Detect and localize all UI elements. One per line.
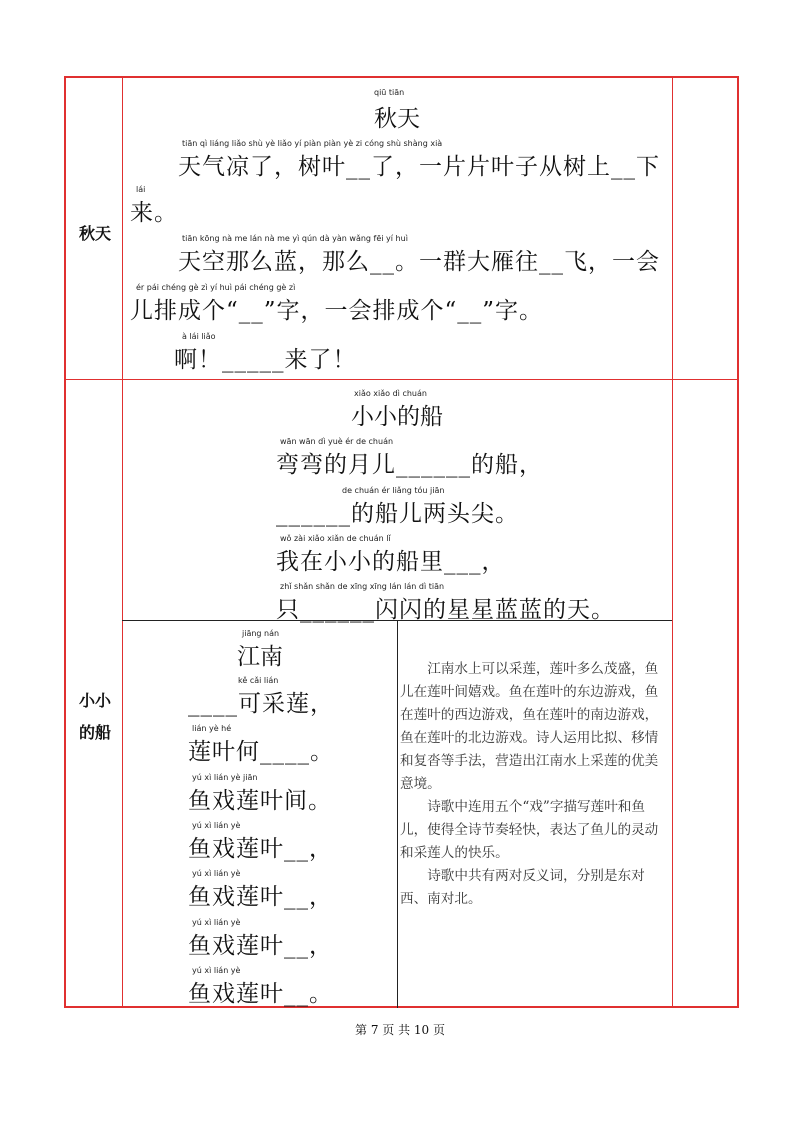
autumn-title: 秋天 xyxy=(374,106,420,132)
autumn-pinyin-4: ér pái chéng gè zì yí huì pái chéng gè zì xyxy=(136,283,296,292)
worksheet-table xyxy=(64,76,739,1008)
autumn-line-4: 儿排成个“__”字，一会排成个“__”字。 xyxy=(130,298,544,324)
jiangnan-title-pinyin: jiāng nán xyxy=(242,629,280,638)
autumn-pinyin-3: tiān kōng nà me lán nà me yì qún dà yàn wǎng fēi yí huì xyxy=(182,234,408,243)
autumn-line-5: 啊！_____来了！ xyxy=(174,347,357,373)
jiangnan-pinyin-6: yú xì lián yè xyxy=(192,918,241,927)
note-paragraph-2: 诗歌中连用五个“戏”字描写莲叶和鱼儿，使得全诗节奏轻快，表达了鱼儿的灵动和采莲人的快乐。 xyxy=(400,799,659,861)
table-border-bottom xyxy=(64,1006,739,1008)
poem-notes xyxy=(400,658,662,911)
lesson-label-boat-line1: 小小 xyxy=(78,691,111,710)
jiangnan-pinyin-4: yú xì lián yè xyxy=(192,821,241,830)
jiangnan-line-7: 鱼戏莲叶__。 xyxy=(188,981,333,1007)
margin-column-divider xyxy=(672,76,673,1008)
boat-line-3: 我在小小的船里___， xyxy=(276,549,506,575)
boat-title-pinyin: xiǎo xiǎo dì chuán xyxy=(354,389,427,398)
note-paragraph-1: 江南水上可以采莲，莲叶多么茂盛，鱼儿在莲叶间嬉戏。鱼在莲叶的东边游戏，鱼在莲叶的西边游戏，鱼在莲叶的南边游戏，鱼在莲叶的北边游戏。诗人运用比拟、移情和复沓等手法，营造出江南水上采莲的优美意境。 xyxy=(400,661,659,792)
boat-line-4: 只______闪闪的星星蓝蓝的天。 xyxy=(276,597,615,623)
jiangnan-pinyin-2: lián yè hé xyxy=(192,724,232,733)
note-paragraph-3: 诗歌中共有两对反义词，分别是东对西、南对北。 xyxy=(400,868,645,907)
autumn-pinyin-5: à lái liǎo xyxy=(182,332,216,341)
autumn-line-2: 来。 xyxy=(130,200,178,226)
autumn-line-3: 天空那么蓝，那么__。一群大雁往__飞，一会 xyxy=(178,249,660,275)
jiangnan-pinyin-5: yú xì lián yè xyxy=(192,869,241,878)
table-border-right xyxy=(737,76,739,1008)
boat-line-1: 弯弯的月儿______的船， xyxy=(276,452,543,478)
jiangnan-pinyin-3: yú xì lián yè jiān xyxy=(192,773,258,782)
jiangnan-line-1: ____可采莲， xyxy=(188,691,334,717)
lesson-label-boat-line2: 的船 xyxy=(78,723,111,742)
jiangnan-line-6: 鱼戏莲叶__， xyxy=(188,933,333,959)
jiangnan-line-5: 鱼戏莲叶__， xyxy=(188,884,333,910)
jiangnan-line-2: 莲叶何____。 xyxy=(188,739,334,765)
jiangnan-pinyin-1: kě cǎi lián xyxy=(238,676,279,685)
boat-pinyin-3: wǒ zài xiǎo xiǎn de chuán lǐ xyxy=(280,534,391,543)
table-border-left xyxy=(64,76,66,1008)
row-divider xyxy=(64,379,739,380)
jiangnan-title: 江南 xyxy=(237,644,283,670)
poem-notes-divider xyxy=(397,620,398,1008)
autumn-pinyin-1: tiān qì liáng liǎo shù yè liǎo yí piàn piàn yè zi cóng shù shàng xià xyxy=(182,139,443,148)
boat-pinyin-4: zhǐ shǎn shǎn de xīng xīng lán lán dì tiān xyxy=(280,582,445,591)
lesson-label-autumn: 秋天 xyxy=(78,224,111,243)
autumn-title-pinyin: qiū tiān xyxy=(374,88,405,97)
autumn-line-1: 天气凉了，树叶__了，一片片叶子从树上__下 xyxy=(178,154,660,180)
page-footer: 第 7 页 共 10 页 xyxy=(355,1023,445,1037)
jiangnan-pinyin-7: yú xì lián yè xyxy=(192,966,241,975)
jiangnan-line-3: 鱼戏莲叶间。 xyxy=(188,788,332,814)
boat-pinyin-1: wān wān dì yuè ér de chuán xyxy=(280,437,394,446)
boat-pinyin-2: de chuán ér liǎng tóu jiān xyxy=(342,486,445,495)
jiangnan-line-4: 鱼戏莲叶__， xyxy=(188,836,333,862)
label-column-divider xyxy=(122,76,123,1008)
boat-line-2: ______的船儿两头尖。 xyxy=(276,501,519,527)
autumn-pinyin-2: lái xyxy=(136,185,146,194)
table-border-top xyxy=(64,76,739,78)
boat-title: 小小的船 xyxy=(351,404,443,430)
